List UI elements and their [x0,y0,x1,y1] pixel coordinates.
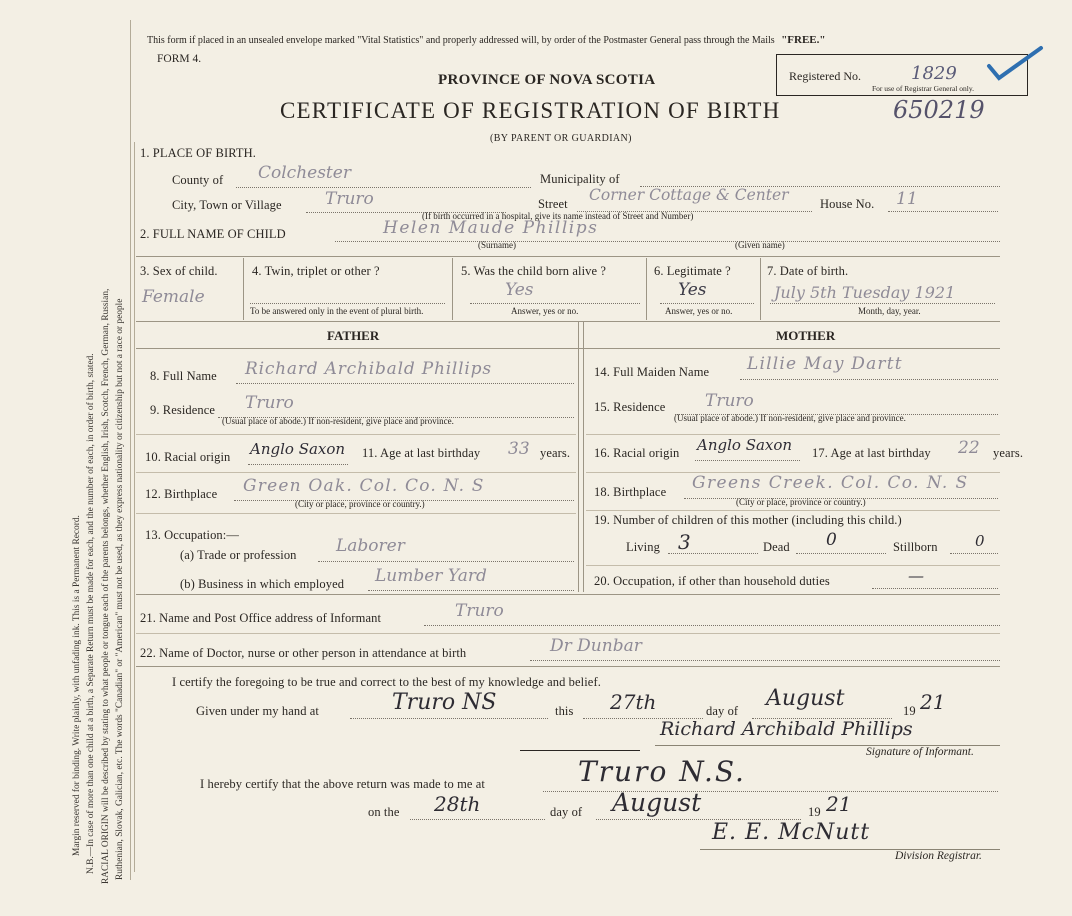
mother-residence-value: Truro [705,391,754,411]
informant-signature: Richard Archibald Phillips [660,718,913,740]
dob-note: Month, day, year. [858,306,921,316]
on-the-label: on the [368,805,400,819]
checkmark-icon [985,44,1045,84]
stillborn-value: 0 [975,532,985,550]
mother-years: years. [993,446,1024,460]
dob-value: July 5th Tuesday 1921 [774,283,956,302]
dead-value: 0 [826,530,837,550]
informant-signature-caption: Signature of Informant. [866,746,974,758]
surname-note: (Surname) [478,240,516,250]
given-month-value: August [766,686,845,711]
father-birthplace-label: 12. Birthplace [145,487,218,501]
street-value: Corner Cottage & Center [589,186,789,204]
registrar-year-value: 21 [826,792,852,816]
municipality-label: Municipality of [540,172,620,186]
given-name-note: (Given name) [735,240,785,250]
given-day-value: 27th [610,690,657,714]
county-label: County of [172,173,224,187]
alive-note: Answer, yes or no. [511,306,579,316]
given-year-prefix: 19 [903,704,916,718]
father-age-label: 11. Age at last birthday [362,446,481,460]
city-label: City, Town or Village [172,198,282,212]
father-name-label: 8. Full Name [150,369,217,383]
mother-occupation-value: — [908,566,930,585]
given-place-value: Truro NS [392,690,497,715]
father-residence-label: 9. Residence [150,403,216,417]
registrar-day-value: 28th [434,792,481,816]
father-birthplace-note: (City or place, province or country.) [295,499,425,509]
registrar-signature: E. E. McNutt [712,820,871,845]
child-name-value: Helen Maude Phillips [383,218,599,238]
father-years: years. [540,446,571,460]
dead-label: Dead [763,540,790,554]
form-number: FORM 4. [157,53,202,65]
mother-name-value: Lillie May Dartt [747,354,903,374]
page-subtitle: (BY PARENT OR GUARDIAN) [490,133,632,144]
margin-note-racial-origin-cont: Ruthenian, Slovak, Galician, etc. The words "Canadian" or "American" must not be used, as they express nationality or citizenship but not a race or people [115,298,125,880]
registrar-place-value: Truro N.S. [578,755,746,788]
mother-racial-value: Anglo Saxon [697,436,793,454]
form-border [134,142,1001,872]
given-year-value: 21 [920,690,946,714]
father-heading: FATHER [327,328,380,343]
mother-heading: MOTHER [776,328,836,343]
mother-name-label: 14. Full Maiden Name [594,365,710,379]
margin-note-binding: Margin reserved for binding. Write plainly, with unfading ink. This is a Permanent Record. [72,515,82,856]
mail-notice [147,34,826,46]
father-residence-value: Truro [245,393,294,413]
informant-label: 21. Name and Post Office address of Informant [140,611,382,625]
living-label: Living [626,540,660,554]
page-title: CERTIFICATE OF REGISTRATION OF BIRTH [280,98,781,123]
province-heading: PROVINCE OF NOVA SCOTIA [438,72,656,88]
mother-occupation-label: 20. Occupation, if other than household duties [594,574,830,588]
father-business-value: Lumber Yard [375,566,487,586]
father-residence-note: (Usual place of abode.) If non-resident, give place and province. [222,416,454,426]
father-trade-label: (a) Trade or profession [180,548,297,562]
county-value: Colchester [258,163,351,183]
registered-label: Registered No. [789,69,861,83]
doctor-value: Dr Dunbar [550,636,642,656]
legitimate-value: Yes [678,280,707,300]
registrar-signature-caption: Division Registrar. [895,850,982,862]
father-birthplace-value: Green Oak. Col. Co. N. S [243,476,485,496]
mother-birthplace-label: 18. Birthplace [594,485,667,499]
living-value: 3 [678,530,691,554]
alive-value: Yes [505,280,534,300]
mother-residence-note: (Usual place of abode.) If non-resident, give place and province. [674,413,906,423]
stillborn-label: Stillborn [893,540,938,554]
twin-note: To be answered only in the event of plural birth. [250,306,424,316]
registrar-day-of-label: day of [550,805,583,819]
legitimate-note: Answer, yes or no. [665,306,733,316]
father-name-value: Richard Archibald Phillips [245,359,492,379]
registrar-statement: I hereby certify that the above return was made to me at [200,777,485,791]
registrar-use-note: For use of Registrar General only. [872,84,974,93]
registrar-year-prefix: 19 [808,805,821,819]
mother-age-value: 22 [958,438,980,458]
mother-age-label: 17. Age at last birthday [812,446,931,460]
hospital-note: (If birth occurred in a hospital, give its name instead of Street and Number) [422,211,694,221]
sex-value: Female [142,287,205,307]
house-label: House No. [820,197,875,211]
doctor-label: 22. Name of Doctor, nurse or other person in attendance at birth [140,646,467,660]
legitimate-label: 6. Legitimate ? [654,264,731,278]
margin-rule [130,20,131,880]
place-of-birth-heading: 1. PLACE OF BIRTH. [140,146,256,160]
father-age-value: 33 [508,439,530,459]
mother-birthplace-value: Greens Creek. Col. Co. N. S [692,473,969,493]
day-of-label: day of [706,704,739,718]
sex-label: 3. Sex of child. [140,264,218,278]
father-business-label: (b) Business in which employed [180,577,345,591]
this-label: this [555,704,574,718]
street-label: Street [538,197,568,211]
dob-label: 7. Date of birth. [767,264,849,278]
father-trade-value: Laborer [336,536,405,556]
registrar-month-value: August [612,788,702,817]
mother-residence-label: 15. Residence [594,400,666,414]
house-value: 11 [896,189,918,209]
mother-children-label: 19. Number of children of this mother (including this child.) [594,513,902,527]
free-label: "FREE." [781,34,826,46]
mail-notice-text: This form if placed in an unsealed envelope marked "Vital Statistics" and properly addressed will, by order of the Postmaster General pass through the Mails [147,35,775,46]
twin-label: 4. Twin, triplet or other ? [252,264,380,278]
father-racial-label: 10. Racial origin [145,450,231,464]
registration-number-handwritten: 650219 [893,96,985,124]
margin-note-multiple-births: N.B.—In case of more than one child at a birth, a Separate Return must be made for each, and the number of each, in order of birth, stated. [86,353,96,874]
alive-label: 5. Was the child born alive ? [461,264,607,278]
mother-racial-label: 16. Racial origin [594,446,680,460]
city-value: Truro [325,189,374,209]
informant-value: Truro [455,601,504,621]
father-racial-value: Anglo Saxon [250,440,346,458]
certification-statement: I certify the foregoing to be true and correct to the best of my knowledge and belief. [172,675,601,689]
margin-note-racial-origin: RACIAL ORIGIN will be described by stating to what people or tongue each of the parents belongs, whether English, Irish, Scotch, French, German, Russian, [101,288,111,884]
registered-number-value: 1829 [911,63,957,84]
mother-birthplace-note: (City or place, province or country.) [736,497,866,507]
child-name-label: 2. FULL NAME OF CHILD [140,227,286,241]
given-under-label: Given under my hand at [196,704,320,718]
father-occupation-label: 13. Occupation:— [145,528,239,542]
